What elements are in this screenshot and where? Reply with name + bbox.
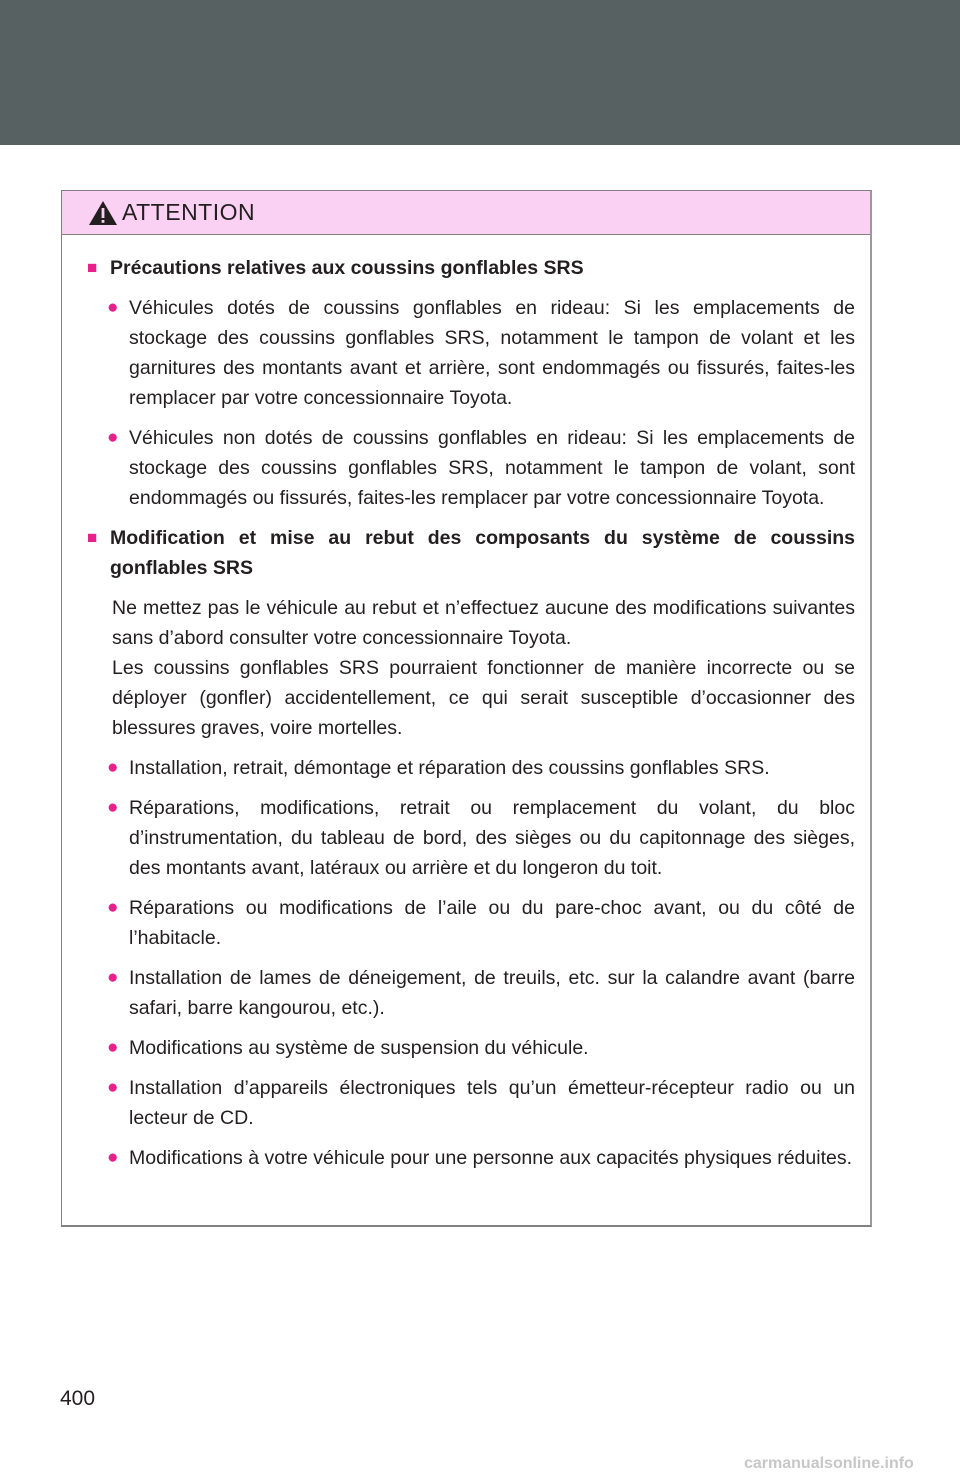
- warning-content: [62, 235, 870, 1173]
- warning-box: [61, 190, 872, 1227]
- list-item: [107, 753, 855, 783]
- list-item: [107, 963, 855, 1023]
- list-item-text: Installation de lames de déneigement, de treuils, etc. sur la calandre avant (barre safari, barre kangourou, etc.).: [129, 967, 855, 1019]
- warning-title: ATTENTION: [122, 199, 256, 225]
- list-item: [107, 893, 855, 953]
- list-item-text: Véhicules dotés de coussins gonflables en rideau: Si les emplacements de stockage des coussins gonflables SRS, notamment le tampon de volant et les garnitures des montants avant et arrière, sont endommagés ou fissurés, faites-les remplacer par votre concessionnaire Toyota.: [129, 297, 855, 409]
- paragraph-line: Les coussins gonflables SRS pourraient fonctionner de manière incorrecte ou se déployer (gonfler) accidentellement, ce qui serait susceptible d’occasionner des blessures graves, voire mortelles.: [112, 657, 855, 739]
- section-heading: [87, 523, 855, 583]
- bullet-dot-icon: ●: [107, 757, 119, 778]
- list-item: [107, 293, 855, 413]
- bullet-dot-icon: ●: [107, 1077, 119, 1098]
- list-item-text: Réparations, modifications, retrait ou remplacement du volant, du bloc d’instrumentation, du tableau de bord, des sièges ou du capitonnage des sièges, des montants avant, latéraux ou arrière et du longeron du toit.: [129, 797, 855, 879]
- list-item-text: Installation d’appareils électroniques tels qu’un émetteur-récepteur radio ou un lecteur de CD.: [129, 1077, 855, 1129]
- list-item-text: Véhicules non dotés de coussins gonflables en rideau: Si les emplacements de stockage des coussins gonflables SRS, notamment le tampon de volant, sont endommagés ou fissurés, faites-les remplacer par votre concessionnaire Toyota.: [129, 427, 855, 509]
- square-bullet-icon: ■: [87, 258, 98, 277]
- header-band: [0, 0, 960, 145]
- page-number: 400: [60, 1387, 96, 1410]
- list-item: [107, 1033, 855, 1063]
- list-item-text: Modifications à votre véhicule pour une personne aux capacités physiques réduites.: [129, 1147, 853, 1169]
- bullet-dot-icon: ●: [107, 427, 119, 448]
- section-heading: [87, 253, 855, 283]
- bullet-dot-icon: ●: [107, 797, 119, 818]
- list-item-text: Installation, retrait, démontage et réparation des coussins gonflables SRS.: [129, 757, 770, 779]
- bullet-dot-icon: ●: [107, 897, 119, 918]
- paragraph-line: Ne mettez pas le véhicule au rebut et n’effectuez aucune des modifications suivantes sans d’abord consulter votre concessionnaire Toyota.: [112, 597, 855, 649]
- list-item: [107, 1143, 855, 1173]
- bullet-dot-icon: ●: [107, 1037, 119, 1058]
- list-item-text: Réparations ou modifications de l’aile ou du pare-choc avant, ou du côté de l’habitacle.: [129, 897, 855, 949]
- bullet-dot-icon: ●: [107, 967, 119, 988]
- watermark: carmanualsonline.info: [744, 1455, 914, 1472]
- list-item: [107, 793, 855, 883]
- bullet-dot-icon: ●: [107, 297, 119, 318]
- square-bullet-icon: ■: [87, 528, 98, 547]
- bullet-dot-icon: ●: [107, 1147, 119, 1168]
- warning-header: [62, 191, 870, 235]
- list-item: [107, 423, 855, 513]
- list-item: [107, 1073, 855, 1133]
- list-item-text: Modifications au système de suspension du véhicule.: [129, 1037, 589, 1059]
- section-heading-text: Précautions relatives aux coussins gonflables SRS: [110, 257, 584, 279]
- body-paragraph: [112, 593, 855, 743]
- section-heading-text: Modification et mise au rebut des composants du système de coussins gonflables SRS: [110, 527, 855, 579]
- warning-triangle-icon: [87, 199, 119, 227]
